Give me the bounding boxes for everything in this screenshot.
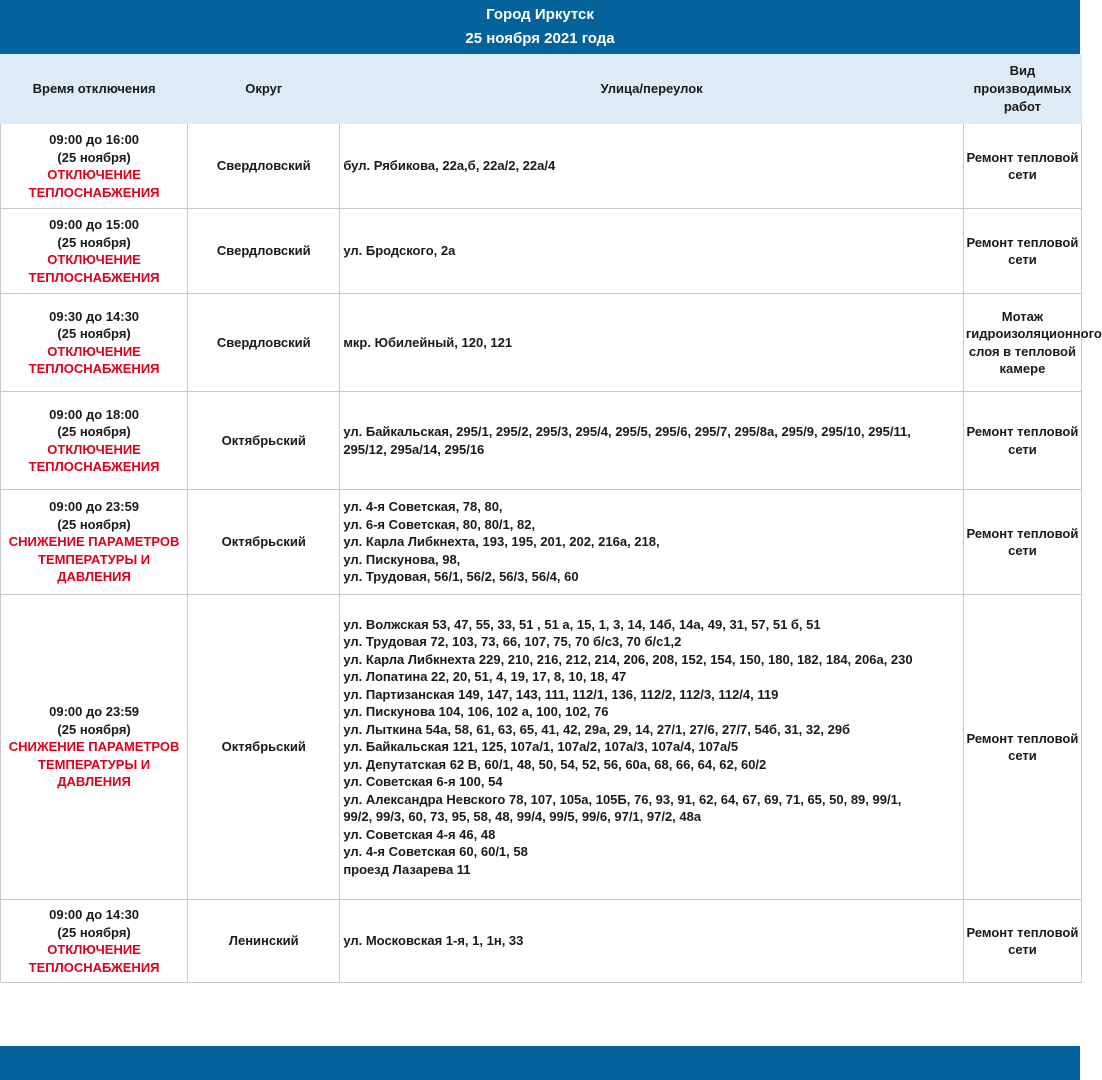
- district-cell: Октябрьский: [188, 392, 340, 490]
- time-range: 09:00 до 15:00: [49, 217, 140, 232]
- time-cell: [1, 294, 188, 392]
- address-line: мкр. Юбилейный, 120, 121: [343, 334, 513, 350]
- district-cell: Свердловский: [188, 209, 340, 294]
- outage-table: [0, 54, 1102, 983]
- work-type-cell: Ремонт тепловой сети: [963, 595, 1081, 900]
- outage-status: ОТКЛЮЧЕНИЕ ТЕПЛОСНАБЖЕНИЯ: [28, 441, 160, 474]
- time-day: (25 ноября): [57, 326, 131, 341]
- time-cell: [1, 490, 188, 595]
- time-cell: [1, 392, 188, 490]
- work-type-cell: Ремонт тепловой сети: [963, 490, 1081, 595]
- work-type-cell: Мотаж гидроизоляционного слоя в тепловой камере: [963, 294, 1081, 392]
- address-line: ул. Бродского, 2а: [343, 243, 456, 259]
- outage-status: ОТКЛЮЧЕНИЕ ТЕПЛОСНАБЖЕНИЯ: [28, 343, 160, 376]
- column-header-time: Время отключения: [1, 55, 188, 124]
- address-line: ул. Карла Либкнехта 229, 210, 216, 212, 214, 206, 208, 152, 154, 150, 180, 182, 184, 206а, 230: [343, 651, 913, 667]
- address-line: ул. Лыткина 54а, 58, 61, 63, 65, 41, 42, 29а, 29, 14, 27/1, 27/6, 27/7, 54б, 31, 32, 29б: [343, 721, 851, 737]
- outage-status: ОТКЛЮЧЕНИЕ ТЕПЛОСНАБЖЕНИЯ: [28, 252, 160, 285]
- address-line: ул. 6-я Советская, 80, 80/1, 82,: [343, 516, 536, 532]
- district-cell: Свердловский: [188, 294, 340, 392]
- title-bar: [0, 0, 1080, 54]
- street-cell: [340, 294, 964, 392]
- address-line: проезд Лазарева 11: [343, 861, 471, 877]
- outage-status: ОТКЛЮЧЕНИЕ ТЕПЛОСНАБЖЕНИЯ: [28, 167, 160, 200]
- district-cell: Октябрьский: [188, 595, 340, 900]
- outage-status: СНИЖЕНИЕ ПАРАМЕТРОВ ТЕМПЕРАТУРЫ И ДАВЛЕНИЯ: [8, 739, 180, 790]
- address-line: ул. Карла Либкнехта, 193, 195, 201, 202, 216а, 218,: [343, 534, 660, 550]
- time-cell: [1, 900, 188, 983]
- time-day: (25 ноября): [57, 424, 131, 439]
- address-line: ул. Партизанская 149, 147, 143, 111, 112/1, 136, 112/2, 112/3, 112/4, 119: [343, 686, 779, 702]
- address-line: бул. Рябикова, 22а,б, 22а/2, 22а/4: [343, 158, 556, 174]
- address-line: ул. Московская 1-я, 1, 1н, 33: [343, 933, 524, 949]
- address-line: ул. Трудовая, 56/1, 56/2, 56/3, 56/4, 60: [343, 569, 579, 585]
- outage-status: СНИЖЕНИЕ ПАРАМЕТРОВ ТЕМПЕРАТУРЫ И ДАВЛЕНИЯ: [8, 534, 180, 585]
- address-line: ул. 4-я Советская 60, 60/1, 58: [343, 844, 528, 860]
- column-header-district: Округ: [188, 55, 340, 124]
- address-line: ул. Пискунова, 98,: [343, 551, 461, 567]
- table-row: [1, 209, 1082, 294]
- address-line: ул. Александра Невского 78, 107, 105а, 105Б, 76, 93, 91, 62, 64, 67, 69, 71, 65, 50, 89, 99/1,: [343, 791, 902, 807]
- time-cell: [1, 209, 188, 294]
- street-cell: [340, 595, 964, 900]
- work-type-cell: Ремонт тепловой сети: [963, 124, 1081, 209]
- district-cell: Октябрьский: [188, 490, 340, 595]
- table-header-row: [1, 55, 1082, 124]
- city-title: Город Иркутск: [486, 6, 594, 23]
- table-row: [1, 900, 1082, 983]
- time-cell: [1, 595, 188, 900]
- street-cell: [340, 900, 964, 983]
- time-range: 09:00 до 23:59: [49, 499, 140, 515]
- time-day: (25 ноября): [57, 234, 131, 250]
- address-line: ул. Волжская 53, 47, 55, 33, 51 , 51 а, 15, 1, 3, 14, 14б, 14а, 49, 31, 57, 51 б, 51: [343, 616, 821, 632]
- column-header-work-type: Вид производимых работ: [963, 55, 1081, 124]
- time-day: (25 ноября): [57, 721, 131, 737]
- work-type-cell: Ремонт тепловой сети: [963, 392, 1081, 490]
- address-line: ул. Байкальская, 295/1, 295/2, 295/3, 295/4, 295/5, 295/6, 295/7, 295/8а, 295/9, 295/10, 295/11,: [343, 424, 911, 439]
- time-range: 09:00 до 18:00: [49, 406, 140, 422]
- work-type-cell: Ремонт тепловой сети: [963, 900, 1081, 983]
- time-range: 09:30 до 14:30: [49, 308, 140, 324]
- address-line: ул. Байкальская 121, 125, 107а/1, 107а/2, 107а/3, 107а/4, 107а/5: [343, 739, 739, 755]
- table-row: [1, 392, 1082, 490]
- address-line: ул. Пискунова 104, 106, 102 а, 100, 102, 76: [343, 704, 609, 720]
- column-header-street: Улица/переулок: [340, 55, 964, 124]
- address-line: ул. Трудовая 72, 103, 73, 66, 107, 75, 70 б/с3, 70 б/с1,2: [343, 634, 682, 650]
- address-line: ул. Депутатская 62 В, 60/1, 48, 50, 54, 52, 56, 60а, 68, 66, 64, 62, 60/2: [343, 756, 767, 772]
- table-row: [1, 595, 1082, 900]
- address-line: ул. 4-я Советская, 78, 80,: [343, 499, 503, 515]
- street-cell: [340, 124, 964, 209]
- time-day: (25 ноября): [57, 516, 131, 532]
- street-cell: [340, 392, 964, 490]
- table-row: [1, 124, 1082, 209]
- street-cell: [340, 490, 964, 595]
- table-row: [1, 490, 1082, 595]
- time-cell: [1, 124, 188, 209]
- district-cell: Ленинский: [188, 900, 340, 983]
- time-range: 09:00 до 23:59: [49, 704, 140, 720]
- time-day: (25 ноября): [57, 149, 131, 165]
- street-cell: [340, 209, 964, 294]
- address-line: 295/12, 295а/14, 295/16: [343, 441, 485, 457]
- bottom-bar: [0, 1046, 1080, 1080]
- work-type-cell: Ремонт тепловой сети: [963, 209, 1081, 294]
- address-line: ул. Советская 4-я 46, 48: [343, 826, 496, 842]
- date-title: 25 ноября 2021 года: [465, 30, 615, 47]
- table-row: [1, 294, 1082, 392]
- address-line: 99/2, 99/3, 60, 73, 95, 58, 48, 99/4, 99/5, 99/6, 97/1, 97/2, 48а: [343, 809, 702, 825]
- time-range: 09:00 до 14:30: [49, 907, 140, 922]
- time-day: (25 ноября): [57, 924, 131, 940]
- address-line: ул. Советская 6-я 100, 54: [343, 774, 503, 790]
- district-cell: Свердловский: [188, 124, 340, 209]
- address-line: ул. Лопатина 22, 20, 51, 4, 19, 17, 8, 10, 18, 47: [343, 669, 627, 685]
- outage-status: ОТКЛЮЧЕНИЕ ТЕПЛОСНАБЖЕНИЯ: [28, 942, 160, 975]
- time-range: 09:00 до 16:00: [49, 132, 140, 147]
